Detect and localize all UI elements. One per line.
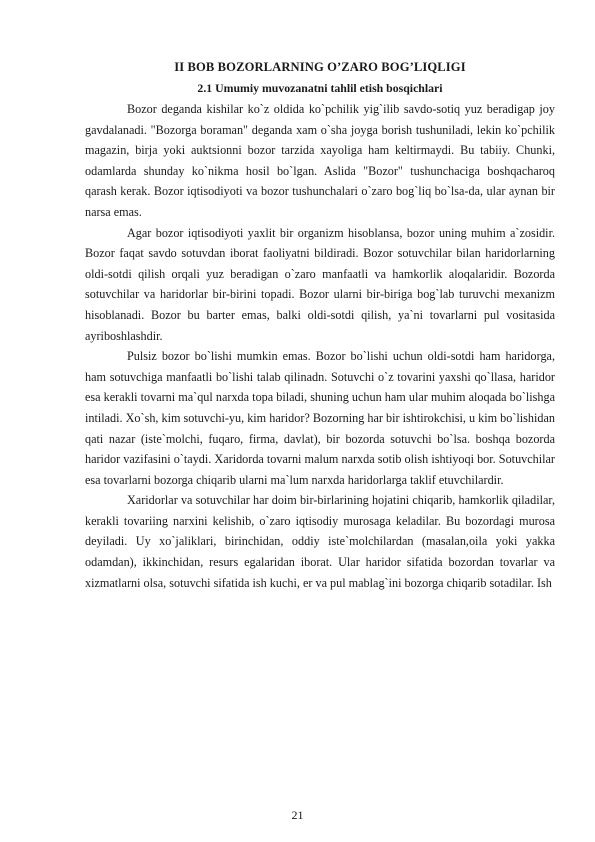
body-paragraph-3: Pulsiz bozor bo`lishi mumkin emas. Bozor bo`lishi uchun oldi-sotdi ham haridorga, ham sotuvchiga manfaatli bo`lishi talab qilinadn. Sotuvchi o`z tovarini yaxshi qo`llasa, haridor esa kerakli tovarni ma`qul narxda topa biladi, shuning uchun ham ular muhim aloqada bo`lishga intiladi. Xo`sh, kim sotuvchi-yu, kim haridor? Bozorning har bir ishtirokchisi, u kim bo`lishidan qati nazar (iste`molchi, fuqaro, firma, davlat), bir bozorda sotuvchi bo`lsa. boshqa bozorda haridor vazifasini o`taydi. Xaridorda tovarni malum narxda sotib olish ishtiyoqi bor. Sotuvchilar esa tovarlarni bozorga chiqarib ularni ma`lum narxda haridorlarga taklif etuvchilardir. — [85, 349, 555, 487]
document-page — [85, 57, 555, 593]
body-paragraph-4: Xaridorlar va sotuvchilar har doim bir-birlarining hojatini chiqarib, hamkorlik qiladilar, kerakli tovariing narxini kelishib, o`zaro iqtisodiy murosaga keladilar. Bu bozordagi murosa deyiladi. Uy xo`jaliklari, birinchidan, oddiy iste`molchilardan (masalan,oila yoki yakka odamdan), ikkinchidan, resurs egalaridan iborat. Ular haridor sifatida bozordan tovarlar va xizmatlarni olsa, sotuvchi sifatida ish kuchi, er va pul mablag`ini bozorga chiqarib sotadilar. Ish — [85, 493, 555, 590]
page-number: 21 — [291, 808, 304, 822]
body-paragraph-2: Agar bozor iqtisodiyoti yaxlit bir organizm hisoblansa, bozor uning muhim a`zosidir. Bozor faqat savdo sotuvdan iborat faoliyatni bildiradi. Bozor sotuvchilar bilan haridorlarning oldi-sotdi qilish orqali yuz beradigan o`zaro manfaatli va hamkorlik aloqalaridir. Bozorda sotuvchilar va haridorlar bir-birini topadi. Bozor ularni bir-biriga bog`lab turuvchi mexanizm hisoblanadi. Bozor bu barter emas, balki oldi-sotdi qilish, ya`ni tovarlarni pul vositasida ayriboshlashdir. — [85, 225, 555, 343]
body-paragraph-1: Bozor deganda kishilar ko`z oldida ko`pchilik yig`ilib savdo-sotiq yuz beradigap joy gavdalanadi. "Bozorga boraman" deganda xam o`sha joyga borish tushuniladi, lekin ko`pchilik magazin, birja yoki auktsionni bozor tarzida xayoliga ham keltirmaydi. Bu tabiiy. Chunki, odamlarda shunday ko`nikma hosil bo`lgan. Aslida "Bozor" tushunchaciga boshqacharoq qarash kerak. Bozor iqtisodiyoti va bozor tushunchalari o`zaro bog`liq bo`lsa-da, ular aynan bir narsa emas. — [85, 102, 555, 219]
chapter-title: II BOB BOZORLARNING O’ZARO BOG’LIQLIGI — [174, 60, 466, 74]
section-title: 2.1 Umumiy muvozanatni tahlil etish bosqichlari — [197, 81, 443, 95]
